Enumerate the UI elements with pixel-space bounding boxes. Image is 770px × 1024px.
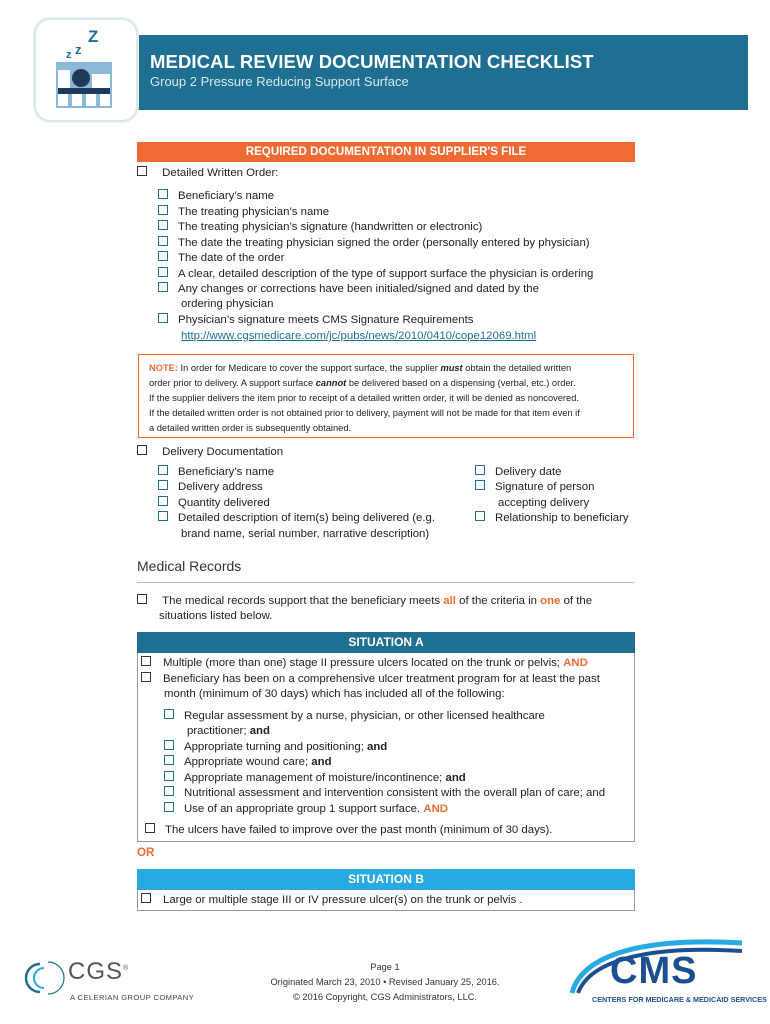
order-item — [158, 282, 539, 297]
medical-records-row — [137, 594, 592, 609]
signature-link-row — [181, 329, 536, 344]
delivery-label: Delivery Documentation — [162, 446, 284, 458]
situation-a-sub-cont — [187, 724, 270, 739]
item-text: Appropriate management of moisture/incontinence; — [184, 772, 446, 784]
emphasis: one — [540, 595, 561, 607]
bold-and: and — [367, 741, 388, 753]
svg-text:z: z — [66, 49, 72, 61]
cms-wordmark: CMS — [610, 950, 698, 992]
note-text: obtain the detailed written — [462, 363, 572, 373]
checkbox[interactable] — [164, 771, 174, 781]
note-text: If the supplier delivers the item prior to receipt of a detailed written order, it will be denied as noncovered. — [149, 393, 579, 403]
situation-a-row — [141, 656, 588, 671]
cgs-wordmark — [68, 958, 129, 986]
required-docs-bar: REQUIRED DOCUMENTATION IN SUPPLIER'S FILE — [137, 142, 635, 162]
checkbox[interactable] — [158, 282, 168, 292]
order-item — [158, 189, 274, 204]
delivery-item — [158, 496, 270, 511]
item-text: A clear, detailed description of the type of support surface the physician is ordering — [178, 268, 594, 280]
item-text: The date the treating physician signed the order (personally entered by physician) — [178, 237, 590, 249]
checkbox[interactable] — [158, 480, 168, 490]
note-emphasis: cannot — [315, 378, 347, 388]
svg-text:z: z — [75, 42, 82, 57]
item-text: Delivery date — [495, 466, 562, 478]
cgs-logo-icon — [20, 958, 70, 1001]
delivery-item — [475, 465, 561, 480]
signature-requirements-link[interactable]: http://www.cgsmedicare.com/jc/pubs/news/2010/0410/cope12069.html — [181, 330, 537, 342]
svg-text:Z: Z — [88, 27, 99, 46]
situation-b-title: SITUATION B — [137, 869, 635, 890]
checkbox[interactable] — [137, 166, 147, 176]
item-text: Detailed description of item(s) being delivered (e.g. — [178, 512, 436, 524]
item-text: practitioner; — [187, 725, 250, 737]
delivery-item — [158, 511, 435, 526]
page-subtitle: Group 2 Pressure Reducing Support Surface — [150, 74, 409, 89]
checkbox[interactable] — [137, 594, 147, 604]
item-text: The date of the order — [178, 252, 285, 264]
emphasis: AND — [423, 803, 449, 815]
checkbox[interactable] — [158, 251, 168, 261]
note-text: a detailed written order is subsequently obtained. — [149, 423, 352, 433]
item-text: of the criteria in — [455, 595, 541, 607]
delivery-item-cont: accepting delivery — [498, 497, 590, 509]
checkbox[interactable] — [141, 656, 151, 666]
checkbox[interactable] — [475, 480, 485, 490]
bold-and: and — [249, 725, 270, 737]
situation-a-sub — [164, 786, 605, 801]
checkbox[interactable] — [475, 511, 485, 521]
delivery-item — [475, 511, 629, 526]
checkbox[interactable] — [475, 465, 485, 475]
situation-a-cont: month (minimum of 30 days) which has included all of the following: — [164, 688, 505, 700]
situation-a-sub — [164, 755, 332, 770]
item-text: Beneficiary’s name — [178, 190, 275, 202]
item-text: Nutritional assessment and intervention consistent with the overall plan of care; and — [184, 787, 606, 799]
item-text: Use of an appropriate group 1 support surface. — [184, 803, 424, 815]
checkbox[interactable] — [158, 511, 168, 521]
checkbox[interactable] — [164, 755, 174, 765]
note-emphasis: must — [440, 363, 463, 373]
item-text: The treating physician’s name — [178, 206, 330, 218]
checkbox[interactable] — [145, 823, 155, 833]
checkbox[interactable] — [158, 220, 168, 230]
item-text: Beneficiary’s name — [178, 466, 275, 478]
item-text: Multiple (more than one) stage II pressure ulcers located on the trunk or pelvis; — [163, 657, 564, 669]
emphasis: all — [443, 595, 456, 607]
item-text: Large or multiple stage III or IV pressure ulcer(s) on the trunk or pelvis . — [163, 894, 523, 906]
detailed-order-label: Detailed Written Order: — [162, 167, 279, 179]
item-text: Quantity delivered — [178, 497, 270, 509]
note-text: order prior to delivery. A support surface — [149, 378, 316, 388]
checkbox[interactable] — [164, 740, 174, 750]
cms-tagline: CENTERS FOR MEDICARE & MEDICAID SERVICES — [592, 995, 767, 1004]
item-text: Beneficiary has been on a comprehensive ulcer treatment program for at least the past — [163, 673, 600, 685]
checkbox[interactable] — [141, 893, 151, 903]
order-item — [158, 205, 329, 220]
checkbox[interactable] — [164, 802, 174, 812]
bold-and: and — [311, 756, 332, 768]
checkbox[interactable] — [141, 672, 151, 682]
checkbox[interactable] — [158, 496, 168, 506]
page-title: MEDICAL REVIEW DOCUMENTATION CHECKLIST — [150, 51, 594, 72]
order-item — [158, 236, 590, 251]
note-text: If the detailed written order is not obtained prior to delivery, payment will not be made for that item even if — [149, 408, 580, 418]
item-text: Any changes or corrections have been initialed/signed and dated by the — [178, 283, 539, 295]
checkbox[interactable] — [164, 709, 174, 719]
bold-and: and — [445, 772, 466, 784]
situation-a-sub — [164, 740, 387, 755]
note-text: be delivered based on a dispensing (verbal, etc.) order. — [346, 378, 576, 388]
medical-records-cont: situations listed below. — [159, 610, 273, 622]
item-text: Appropriate turning and positioning; — [184, 741, 368, 753]
cgs-tagline: A CELERIAN GROUP COMPANY — [70, 993, 195, 1002]
copyright: © 2016 Copyright, CGS Administrators, LLC. — [292, 992, 478, 1002]
checkbox[interactable] — [137, 445, 147, 455]
item-text: The ulcers have failed to improve over the past month (minimum of 30 days). — [165, 824, 553, 836]
checkbox[interactable] — [158, 313, 168, 323]
order-item-cont: ordering physician — [181, 298, 274, 310]
note-box — [138, 354, 634, 438]
section-heading: Medical Records — [137, 558, 242, 574]
order-item — [158, 313, 473, 328]
item-text: The medical records support that the beneficiary meets — [162, 595, 444, 607]
emphasis: AND — [563, 657, 588, 669]
item-text: Delivery address — [178, 481, 263, 493]
delivery-item — [475, 480, 594, 495]
order-item — [158, 251, 284, 266]
checkbox[interactable] — [164, 786, 174, 796]
situation-a-title: SITUATION A — [137, 632, 635, 653]
order-item — [158, 220, 482, 235]
delivery-item — [158, 480, 263, 495]
item-text: of the — [560, 595, 593, 607]
revision-dates: Originated March 23, 2010 • Revised January 25, 2016. — [270, 977, 500, 987]
sleep-logo-icon — [34, 18, 138, 122]
delivery-item-cont: brand name, serial number, narrative description) — [181, 528, 430, 540]
detailed-order-row — [137, 166, 278, 181]
item-text: Physician’s signature meets CMS Signature Requirements — [178, 314, 474, 326]
checkbox[interactable] — [158, 205, 168, 215]
note-text: In order for Medicare to cover the support surface, the supplier — [177, 363, 441, 373]
delivery-item — [158, 465, 274, 480]
delivery-row — [137, 445, 283, 460]
situation-a-sub — [164, 802, 448, 817]
reg-mark: ® — [123, 965, 130, 972]
or-label: OR — [137, 846, 155, 859]
situation-a-sub — [164, 771, 466, 786]
item-text: Appropriate wound care; — [184, 756, 312, 768]
checkbox[interactable] — [158, 465, 168, 475]
item-text: Relationship to beneficiary — [495, 512, 629, 524]
situation-a-sub — [164, 709, 545, 724]
item-text: Signature of person — [495, 481, 595, 493]
checkbox[interactable] — [158, 236, 168, 246]
divider — [137, 582, 634, 583]
item-text: The treating physician’s signature (handwritten or electronic) — [178, 221, 483, 233]
checkbox[interactable] — [158, 189, 168, 199]
page-number: Page 1 — [370, 962, 400, 972]
item-text: Regular assessment by a nurse, physician, or other licensed healthcare — [184, 710, 545, 722]
situation-a-row — [145, 823, 552, 838]
checkbox[interactable] — [158, 267, 168, 277]
order-item — [158, 267, 593, 282]
situation-b-row — [141, 893, 523, 908]
situation-a-row — [141, 672, 600, 687]
note-label: NOTE: — [149, 363, 178, 373]
cgs-text: CGS — [68, 958, 124, 985]
